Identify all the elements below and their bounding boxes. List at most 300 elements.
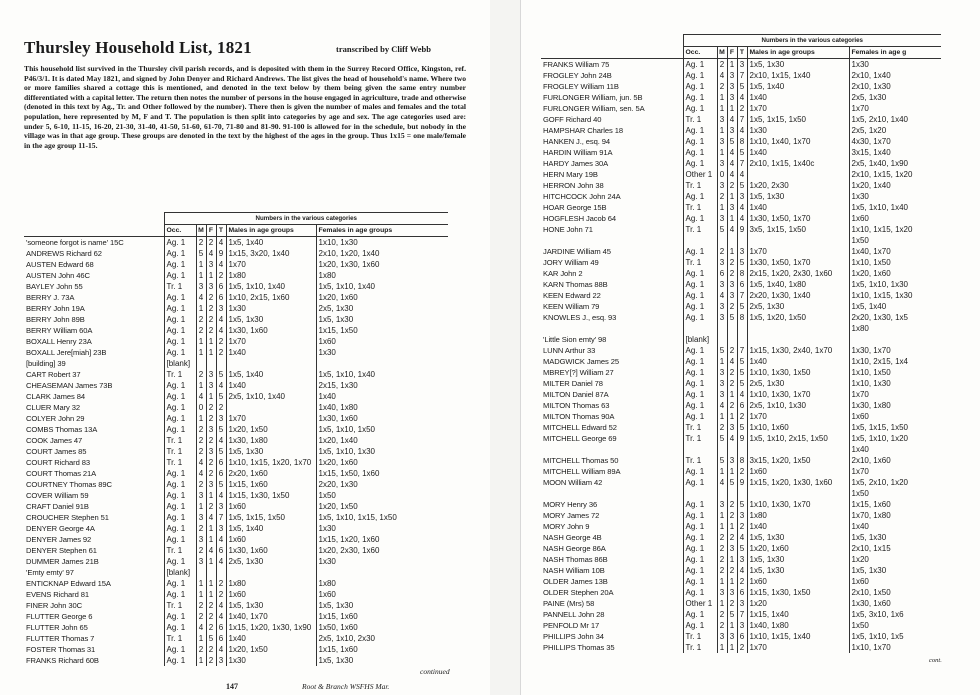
total-count: 4 xyxy=(216,314,226,325)
females-ages: 1x10, 1x30 xyxy=(316,237,448,249)
males-ages: 1x30 xyxy=(226,303,316,314)
females-count: 2 xyxy=(206,292,216,303)
household-name: COURT Richard 83 xyxy=(26,458,90,467)
females-ages: 1x70 xyxy=(849,389,941,400)
occupation-cell: Tr. 1 xyxy=(683,455,717,466)
household-name: BOXALL Henry 23A xyxy=(26,337,92,346)
females-ages: 1x40, 1x70 xyxy=(849,246,941,257)
females-ages: 1x60 xyxy=(849,213,941,224)
table-row xyxy=(24,347,448,358)
total-count: 4 xyxy=(216,435,226,446)
females-ages: 1x50 xyxy=(316,490,448,501)
household-name: COMBS Thomas 13A xyxy=(26,425,98,434)
occupation-cell: Tr. 1 xyxy=(683,202,717,213)
females-ages: 2x5, 1x30 xyxy=(849,92,941,103)
occupation-cell: Tr. 1 xyxy=(164,633,196,644)
females-ages: 1x5, 1x10, 1x30 xyxy=(849,279,941,290)
males-ages: 2x10, 1x15, 1x40c xyxy=(747,158,849,169)
table-row xyxy=(24,501,448,512)
females-count: 5 xyxy=(727,609,737,620)
occupation-cell: Ag. 1 xyxy=(683,213,717,224)
total-count: 3 xyxy=(216,303,226,314)
males-count xyxy=(717,235,727,246)
females-count: 2 xyxy=(727,367,737,378)
females-count: 4 xyxy=(206,545,216,556)
household-name: KNOWLES J., esq. 93 xyxy=(543,313,617,322)
males-ages: 1x70 xyxy=(226,259,316,270)
males-count: 4 xyxy=(196,622,206,633)
females-count: 1 xyxy=(727,521,737,532)
females-ages: 1x50 xyxy=(849,235,941,246)
males-count: 1 xyxy=(196,347,206,358)
males-ages xyxy=(226,358,316,369)
total-count: 6 xyxy=(216,281,226,292)
occupation-cell: Ag. 1 xyxy=(683,103,717,114)
males-count: 1 xyxy=(717,103,727,114)
males-ages: 1x5, 1x40, 1x80 xyxy=(747,279,849,290)
household-name: COVER William 59 xyxy=(26,491,89,500)
household-name: CROUCHER Stephen 51 xyxy=(26,513,109,522)
males-count: 3 xyxy=(717,499,727,510)
males-count: 3 xyxy=(717,312,727,323)
household-table-right xyxy=(541,34,941,653)
females-count: 4 xyxy=(727,169,737,180)
household-name: NASH Thomas 86B xyxy=(543,555,608,564)
household-name: BOXALL Jere[miah] 23B xyxy=(26,348,107,357)
col-males-age-groups: Males in age groups xyxy=(226,225,316,237)
males-count: 3 xyxy=(717,587,727,598)
males-count: 1 xyxy=(196,578,206,589)
household-name: COURT James 85 xyxy=(26,447,87,456)
males-ages: 1x60 xyxy=(747,466,849,477)
household-name xyxy=(541,444,683,455)
table-row xyxy=(24,589,448,600)
household-name: OLDER James 13B xyxy=(543,577,608,586)
females-count: 1 xyxy=(206,523,216,534)
females-ages: 1x60 xyxy=(849,411,941,422)
total-count: 3 xyxy=(737,191,747,202)
males-count: 2 xyxy=(196,237,206,249)
males-count: 2 xyxy=(717,59,727,71)
females-count: 1 xyxy=(727,642,737,653)
total-count xyxy=(737,235,747,246)
total-count: 4 xyxy=(216,611,226,622)
total-count: 4 xyxy=(216,237,226,249)
household-name: BERRY John 19A xyxy=(26,304,85,313)
household-name: MITCHELL Edward 52 xyxy=(543,423,617,432)
category-header: Numbers in the various categories xyxy=(683,35,941,47)
males-count: 3 xyxy=(717,257,727,268)
females-ages: 1x5, 1x10, 1x30 xyxy=(316,446,448,457)
males-count: 1 xyxy=(717,466,727,477)
males-count: 2 xyxy=(196,611,206,622)
females-ages: 2x10, 1x30 xyxy=(849,81,941,92)
males-count: 1 xyxy=(196,259,206,270)
males-ages: 1x80 xyxy=(226,578,316,589)
males-count: 2 xyxy=(196,314,206,325)
females-count: 2 xyxy=(727,345,737,356)
total-count: 6 xyxy=(216,457,226,468)
household-name: FLUTTER John 65 xyxy=(26,623,88,632)
occupation-cell: Ag. 1 xyxy=(683,268,717,279)
females-ages: 1x5, 1x10, 1x15, 1x50 xyxy=(316,512,448,523)
males-count: 1 xyxy=(717,576,727,587)
females-count: 2 xyxy=(727,510,737,521)
occupation-cell: Ag. 1 xyxy=(164,314,196,325)
occupation-cell: Tr. 1 xyxy=(164,369,196,380)
females-ages: 1x60 xyxy=(316,589,448,600)
table-row xyxy=(541,576,941,587)
total-count: 3 xyxy=(737,510,747,521)
occupation-cell: Ag. 1 xyxy=(164,468,196,479)
females-count: 1 xyxy=(727,103,737,114)
females-count: 2 xyxy=(206,457,216,468)
females-ages: 1x5, 1x30 xyxy=(849,532,941,543)
males-ages xyxy=(747,235,849,246)
females-ages: 2x5, 1x20 xyxy=(849,125,941,136)
females-ages: 1x20, 2x30, 1x60 xyxy=(316,545,448,556)
total-count: 2 xyxy=(737,642,747,653)
females-count: 1 xyxy=(727,213,737,224)
females-ages: 1x20, 1x30, 1x60 xyxy=(316,259,448,270)
total-count: 3 xyxy=(737,620,747,631)
table-row xyxy=(541,180,941,191)
males-ages: 1x5, 1x30 xyxy=(747,565,849,576)
males-count: 2 xyxy=(717,81,727,92)
males-count: 1 xyxy=(717,356,727,367)
table-row xyxy=(541,422,941,433)
females-ages xyxy=(316,358,448,369)
table-row xyxy=(541,565,941,576)
footer-journal: Root & Branch WSFHS Mar. xyxy=(302,682,390,691)
females-count: 3 xyxy=(727,70,737,81)
occupation-cell: Ag. 1 xyxy=(164,270,196,281)
col-occupation: Occ. xyxy=(164,225,196,237)
males-count: 5 xyxy=(717,433,727,444)
females-ages: 1x15, 1x60 xyxy=(316,644,448,655)
total-count xyxy=(737,488,747,499)
males-count: 3 xyxy=(196,556,206,567)
males-ages: 1x20, 1x60 xyxy=(747,543,849,554)
household-name: 'Emty emty' 97 xyxy=(26,568,74,577)
males-count xyxy=(196,567,206,578)
total-count: 6 xyxy=(216,622,226,633)
household-name: BAYLEY John 55 xyxy=(26,282,83,291)
males-ages: 1x10, 1x40, 1x70 xyxy=(747,136,849,147)
table-row xyxy=(541,642,941,653)
females-count: 1 xyxy=(727,389,737,400)
occupation-cell: Ag. 1 xyxy=(683,499,717,510)
males-count: 2 xyxy=(196,369,206,380)
col-total: T xyxy=(216,225,226,237)
household-name: COOK James 47 xyxy=(26,436,83,445)
household-name: AUSTEN Edward 68 xyxy=(26,260,94,269)
household-name: EVENS Richard 81 xyxy=(26,590,89,599)
table-row xyxy=(541,202,941,213)
total-count: 8 xyxy=(737,312,747,323)
household-name: MADGWICK James 25 xyxy=(543,357,619,366)
males-count: 2 xyxy=(196,545,206,556)
females-ages: 1x10, 1x50 xyxy=(849,257,941,268)
males-ages: 1x15, 1x30, 2x40, 1x70 xyxy=(747,345,849,356)
total-count: 3 xyxy=(216,501,226,512)
household-name: MILTON Daniel 87A xyxy=(543,390,609,399)
table-row xyxy=(541,136,941,147)
table-row xyxy=(24,380,448,391)
total-count xyxy=(737,334,747,345)
females-ages: 2x5, 1x30 xyxy=(316,303,448,314)
total-count: 4 xyxy=(737,169,747,180)
table-row xyxy=(24,468,448,479)
females-ages: 1x30 xyxy=(316,556,448,567)
occupation-cell: Ag. 1 xyxy=(164,622,196,633)
total-count xyxy=(737,323,747,334)
occupation-cell: Ag. 1 xyxy=(164,413,196,424)
males-count: 1 xyxy=(717,411,727,422)
household-name: MORY Henry 36 xyxy=(543,500,598,509)
males-ages: 1x60 xyxy=(226,501,316,512)
females-count: 2 xyxy=(727,378,737,389)
total-count: 5 xyxy=(216,446,226,457)
household-name: FRANKS Richard 60B xyxy=(26,656,99,665)
males-count: 1 xyxy=(196,501,206,512)
males-count: 3 xyxy=(196,534,206,545)
table-row xyxy=(541,620,941,631)
females-count: 5 xyxy=(727,312,737,323)
household-name xyxy=(541,235,683,246)
total-count: 9 xyxy=(737,433,747,444)
males-ages xyxy=(226,402,316,413)
males-count: 3 xyxy=(717,367,727,378)
females-ages: 2x5, 1x10, 2x30 xyxy=(316,633,448,644)
males-ages: 1x40 xyxy=(226,380,316,391)
household-name: MORY James 72 xyxy=(543,511,600,520)
females-ages: 1x30 xyxy=(849,59,941,71)
total-count: 5 xyxy=(216,424,226,435)
total-count: 4 xyxy=(737,125,747,136)
females-ages: 1x20, 1x60 xyxy=(849,268,941,279)
table-row xyxy=(541,257,941,268)
males-ages: 1x40 xyxy=(226,347,316,358)
males-ages: 1x30, 1x50, 1x70 xyxy=(747,257,849,268)
table-row xyxy=(541,147,941,158)
total-count: 2 xyxy=(216,347,226,358)
occupation-cell: Ag. 1 xyxy=(164,380,196,391)
males-ages: 1x60 xyxy=(226,534,316,545)
females-count: 2 xyxy=(206,622,216,633)
total-count: 5 xyxy=(737,499,747,510)
males-count: 3 xyxy=(717,301,727,312)
occupation-cell: Ag. 1 xyxy=(683,543,717,554)
males-ages: 1x30, 1x60 xyxy=(226,545,316,556)
occupation-cell: Ag. 1 xyxy=(683,70,717,81)
occupation-cell: Tr. 1 xyxy=(683,224,717,235)
table-row xyxy=(541,334,941,345)
males-ages xyxy=(747,444,849,455)
males-ages: 2x15, 1x20, 2x30, 1x60 xyxy=(747,268,849,279)
females-count: 2 xyxy=(206,655,216,666)
table-row xyxy=(541,114,941,125)
total-count: 7 xyxy=(737,114,747,125)
table-row xyxy=(541,389,941,400)
females-count: 2 xyxy=(206,501,216,512)
males-ages: 1x40 xyxy=(747,356,849,367)
col-males: M xyxy=(196,225,206,237)
females-ages: 1x20, 1x40 xyxy=(849,180,941,191)
females-ages: 1x60 xyxy=(316,336,448,347)
household-name: KARN Thomas 88B xyxy=(543,280,608,289)
total-count: 5 xyxy=(737,301,747,312)
males-count: 1 xyxy=(196,303,206,314)
males-count: 3 xyxy=(717,180,727,191)
males-count: 5 xyxy=(717,345,727,356)
occupation-cell: Ag. 1 xyxy=(683,510,717,521)
females-count: 1 xyxy=(727,620,737,631)
females-ages xyxy=(316,567,448,578)
males-ages: 1x5, 1x40 xyxy=(226,523,316,534)
occupation-cell: Ag. 1 xyxy=(683,136,717,147)
males-count xyxy=(717,488,727,499)
males-count: 3 xyxy=(196,512,206,523)
males-ages: 1x5, 1x10, 2x15, 1x50 xyxy=(747,433,849,444)
males-count: 4 xyxy=(717,477,727,488)
males-count: 1 xyxy=(717,521,727,532)
occupation-cell: Ag. 1 xyxy=(164,248,196,259)
males-ages: 2x5, 1x30 xyxy=(747,301,849,312)
occupation-cell: Ag. 1 xyxy=(164,512,196,523)
occupation-cell: Ag. 1 xyxy=(164,490,196,501)
household-name: FOSTER Thomas 31 xyxy=(26,645,96,654)
males-ages xyxy=(226,567,316,578)
males-ages: 1x5, 1x40 xyxy=(226,237,316,249)
household-table-left xyxy=(24,212,448,666)
household-name: COLYER John 29 xyxy=(26,414,85,423)
occupation-cell: Ag. 1 xyxy=(683,59,717,71)
table-row xyxy=(541,103,941,114)
males-count: 1 xyxy=(717,642,727,653)
total-count: 2 xyxy=(737,411,747,422)
table-row xyxy=(541,367,941,378)
table-row xyxy=(541,356,941,367)
table-row xyxy=(24,644,448,655)
males-count: 2 xyxy=(196,644,206,655)
females-ages: 1x5, 1x30 xyxy=(316,314,448,325)
household-name: OLDER Stephen 20A xyxy=(543,588,614,597)
total-count: 6 xyxy=(737,631,747,642)
total-count: 2 xyxy=(216,402,226,413)
females-ages: 1x30, 1x60 xyxy=(849,598,941,609)
males-count: 3 xyxy=(717,631,727,642)
females-ages: 1x80 xyxy=(849,323,941,334)
occupation-cell: Ag. 1 xyxy=(683,345,717,356)
males-count: 5 xyxy=(717,224,727,235)
total-count xyxy=(737,444,747,455)
occupation-cell: Tr. 1 xyxy=(683,422,717,433)
males-count: 2 xyxy=(717,532,727,543)
household-name: CART Robert 37 xyxy=(26,370,81,379)
males-ages: 1x5, 1x30 xyxy=(747,59,849,71)
males-ages: 1x30 xyxy=(226,655,316,666)
females-count: 2 xyxy=(727,400,737,411)
household-name: MBREY[?] William 27 xyxy=(543,368,614,377)
females-count: 2 xyxy=(206,413,216,424)
occupation-cell: Ag. 1 xyxy=(683,477,717,488)
occupation-cell: Ag. 1 xyxy=(683,378,717,389)
total-count: 5 xyxy=(737,367,747,378)
table-row xyxy=(541,609,941,620)
table-row xyxy=(24,479,448,490)
total-count: 8 xyxy=(737,455,747,466)
household-name: MOON William 42 xyxy=(543,478,603,487)
total-count: 2 xyxy=(737,103,747,114)
household-name: MORY John 9 xyxy=(543,522,590,531)
females-count: 2 xyxy=(206,237,216,249)
table-row xyxy=(541,543,941,554)
males-count: 3 xyxy=(196,281,206,292)
occupation-cell: Tr. 1 xyxy=(683,180,717,191)
household-name: FROGLEY William 11B xyxy=(543,82,619,91)
occupation-cell: Tr. 1 xyxy=(683,642,717,653)
males-ages: 1x5, 1x40 xyxy=(226,369,316,380)
occupation-cell: Ag. 1 xyxy=(683,565,717,576)
total-count: 7 xyxy=(737,158,747,169)
household-name: JARDINE William 45 xyxy=(543,247,611,256)
males-count xyxy=(717,334,727,345)
table-row xyxy=(541,598,941,609)
table-row xyxy=(541,510,941,521)
occupation-cell: Ag. 1 xyxy=(164,303,196,314)
males-ages: 1x15, 1x30, 1x50 xyxy=(226,490,316,501)
males-ages: 1x40 xyxy=(747,92,849,103)
males-ages: 1x40 xyxy=(226,633,316,644)
table-row xyxy=(24,237,448,249)
total-count: 4 xyxy=(737,565,747,576)
table-row xyxy=(541,81,941,92)
household-name: MITCHELL Thomas 50 xyxy=(543,456,619,465)
females-count: 2 xyxy=(206,402,216,413)
males-ages: 1x70 xyxy=(226,413,316,424)
females-count: 2 xyxy=(727,499,737,510)
table-row xyxy=(541,59,941,71)
females-count: 3 xyxy=(727,279,737,290)
household-name: PENFOLD Mr 17 xyxy=(543,621,600,630)
females-count: 2 xyxy=(727,268,737,279)
household-name: HOGFLESH Jacob 64 xyxy=(543,214,617,223)
household-name: FINER John 30C xyxy=(26,601,82,610)
females-ages: 1x10, 1x30 xyxy=(849,378,941,389)
males-count: 0 xyxy=(717,169,727,180)
males-ages: 1x80 xyxy=(747,510,849,521)
table-row xyxy=(541,631,941,642)
col-occupation: Occ. xyxy=(683,47,717,59)
males-count: 2 xyxy=(196,435,206,446)
males-ages: 1x20, 2x30 xyxy=(747,180,849,191)
males-ages: 1x10, 1x60 xyxy=(747,422,849,433)
household-name: PHILLIPS John 34 xyxy=(543,632,604,641)
total-count: 3 xyxy=(216,655,226,666)
occupation-cell xyxy=(683,444,717,455)
females-ages: 1x80 xyxy=(316,578,448,589)
table-row xyxy=(24,567,448,578)
total-count: 3 xyxy=(216,413,226,424)
males-ages: 1x10, 1x30, 1x50 xyxy=(747,367,849,378)
males-count: 3 xyxy=(717,114,727,125)
total-count: 4 xyxy=(737,532,747,543)
females-ages: 1x50, 1x60 xyxy=(316,622,448,633)
males-ages: 1x30, 1x80 xyxy=(226,435,316,446)
table-row xyxy=(541,224,941,235)
total-count: 7 xyxy=(737,290,747,301)
